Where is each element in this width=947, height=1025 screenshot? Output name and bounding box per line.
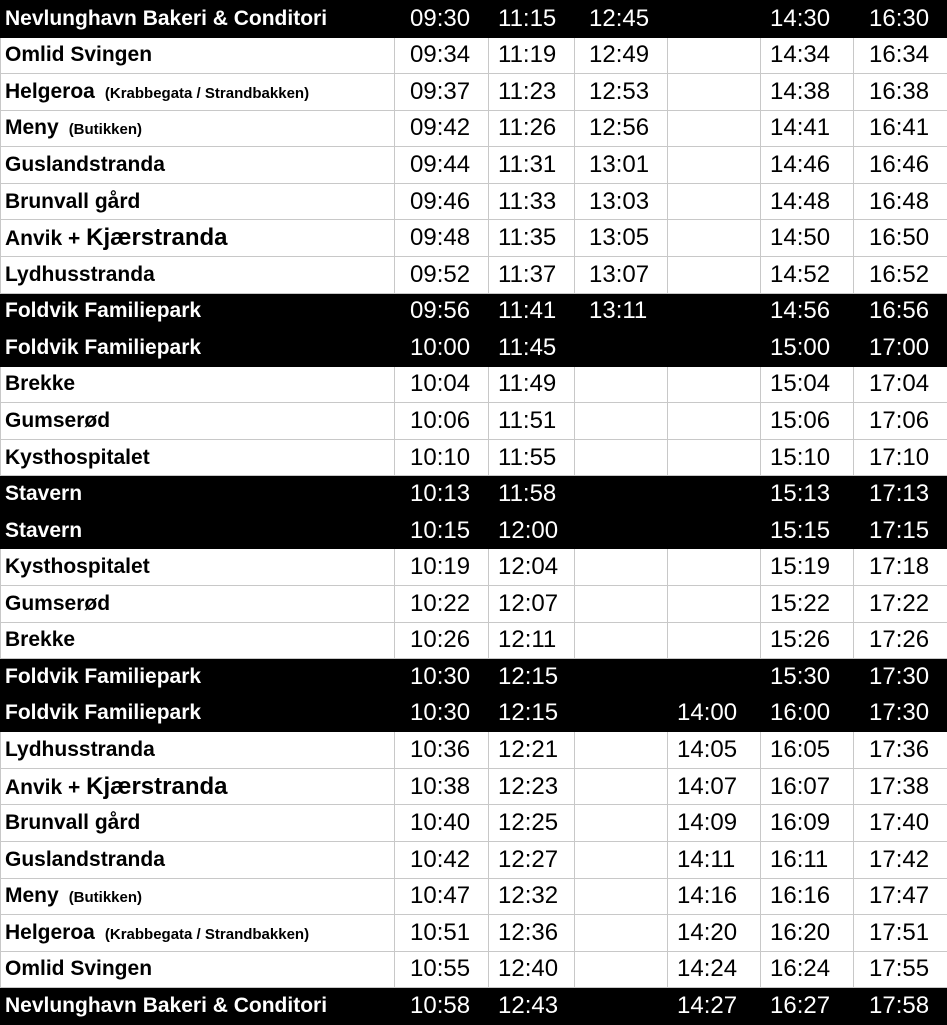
- timetable-row-highlight: [1, 1, 947, 38]
- stop-name-extra: Kjærstranda: [86, 224, 227, 251]
- departure-time-cell: 17:47: [854, 878, 947, 915]
- timetable-row: [1, 147, 947, 184]
- departure-time-cell: 10:30: [395, 659, 489, 696]
- departure-time-cell: 15:13: [761, 476, 854, 513]
- departure-time-cell: 09:30: [395, 1, 489, 38]
- departure-time-cell: [575, 586, 668, 623]
- departure-time-cell: 14:16: [668, 878, 761, 915]
- departure-time-cell: 17:04: [854, 366, 947, 403]
- timetable-row-highlight: [1, 988, 947, 1025]
- departure-time-cell: 09:52: [395, 256, 489, 293]
- departure-time-cell: 16:48: [854, 183, 947, 220]
- stop-name: Anvik +: [5, 227, 86, 250]
- departure-time-cell: 14:41: [761, 110, 854, 147]
- departure-time-cell: 10:00: [395, 330, 489, 367]
- departure-time-cell: 17:26: [854, 622, 947, 659]
- timetable-row: [1, 256, 947, 293]
- departure-time-cell: 17:38: [854, 768, 947, 805]
- departure-time-cell: 12:25: [489, 805, 575, 842]
- departure-time-cell: 13:01: [575, 147, 668, 184]
- departure-time-cell: [668, 622, 761, 659]
- departure-time-cell: 15:04: [761, 366, 854, 403]
- departure-time-cell: 11:23: [489, 74, 575, 111]
- departure-time-cell: 17:42: [854, 841, 947, 878]
- departure-time-cell: 14:34: [761, 37, 854, 74]
- stop-name-cell: [1, 695, 395, 732]
- departure-time-cell: 14:07: [668, 768, 761, 805]
- departure-time-cell: 09:56: [395, 293, 489, 330]
- stop-name: Lydhusstranda: [5, 738, 155, 761]
- departure-time-cell: 17:22: [854, 586, 947, 623]
- departure-time-cell: 13:11: [575, 293, 668, 330]
- stop-name: Omlid Svingen: [5, 957, 152, 980]
- stop-name-cell: [1, 988, 395, 1025]
- stop-name: Guslandstranda: [5, 153, 165, 176]
- departure-time-cell: [668, 476, 761, 513]
- departure-time-cell: 17:30: [854, 695, 947, 732]
- stop-name: Lydhusstranda: [5, 263, 155, 286]
- departure-time-cell: 17:58: [854, 988, 947, 1025]
- departure-time-cell: 14:38: [761, 74, 854, 111]
- departure-time-cell: 10:06: [395, 403, 489, 440]
- stop-name: Brunvall gård: [5, 811, 140, 834]
- departure-time-cell: [668, 37, 761, 74]
- departure-time-cell: 16:38: [854, 74, 947, 111]
- departure-time-cell: 14:11: [668, 841, 761, 878]
- departure-time-cell: [668, 74, 761, 111]
- departure-time-cell: 16:00: [761, 695, 854, 732]
- departure-time-cell: 15:15: [761, 512, 854, 549]
- departure-time-cell: 16:34: [854, 37, 947, 74]
- stop-name: Brekke: [5, 628, 75, 651]
- stop-name-cell: [1, 147, 395, 184]
- departure-time-cell: 11:55: [489, 439, 575, 476]
- departure-time-cell: [575, 951, 668, 988]
- departure-time-cell: 09:42: [395, 110, 489, 147]
- timetable-row: [1, 439, 947, 476]
- stop-note: (Krabbegata / Strandbakken): [105, 926, 309, 943]
- stop-name: Omlid Svingen: [5, 43, 152, 66]
- departure-time-cell: 11:19: [489, 37, 575, 74]
- stop-name-cell: [1, 512, 395, 549]
- departure-time-cell: [575, 732, 668, 769]
- departure-time-cell: 15:30: [761, 659, 854, 696]
- departure-time-cell: [575, 549, 668, 586]
- departure-time-cell: [575, 805, 668, 842]
- departure-time-cell: 10:15: [395, 512, 489, 549]
- departure-time-cell: [575, 403, 668, 440]
- departure-time-cell: 12:27: [489, 841, 575, 878]
- stop-name-cell: [1, 110, 395, 147]
- departure-time-cell: [668, 220, 761, 257]
- departure-time-cell: 14:48: [761, 183, 854, 220]
- departure-time-cell: 11:35: [489, 220, 575, 257]
- departure-time-cell: 16:20: [761, 915, 854, 952]
- stop-name: Stavern: [5, 519, 82, 542]
- departure-time-cell: [575, 476, 668, 513]
- departure-time-cell: 10:51: [395, 915, 489, 952]
- departure-time-cell: 12:49: [575, 37, 668, 74]
- departure-time-cell: 10:36: [395, 732, 489, 769]
- timetable-row: [1, 805, 947, 842]
- departure-time-cell: 13:07: [575, 256, 668, 293]
- departure-time-cell: 10:30: [395, 695, 489, 732]
- stop-name: Brekke: [5, 372, 75, 395]
- stop-name-cell: [1, 330, 395, 367]
- departure-time-cell: 17:13: [854, 476, 947, 513]
- stop-name: Foldvik Familiepark: [5, 701, 201, 724]
- departure-time-cell: [575, 330, 668, 367]
- departure-time-cell: 14:27: [668, 988, 761, 1025]
- stop-name-cell: [1, 1, 395, 38]
- departure-time-cell: 12:04: [489, 549, 575, 586]
- departure-time-cell: 14:24: [668, 951, 761, 988]
- departure-time-cell: 17:18: [854, 549, 947, 586]
- departure-time-cell: [668, 330, 761, 367]
- departure-time-cell: [668, 293, 761, 330]
- stop-name-cell: [1, 476, 395, 513]
- departure-time-cell: 12:00: [489, 512, 575, 549]
- departure-time-cell: 16:41: [854, 110, 947, 147]
- departure-time-cell: 14:46: [761, 147, 854, 184]
- departure-time-cell: 16:07: [761, 768, 854, 805]
- departure-time-cell: [575, 366, 668, 403]
- departure-time-cell: 17:55: [854, 951, 947, 988]
- departure-time-cell: 11:58: [489, 476, 575, 513]
- timetable-row: [1, 183, 947, 220]
- departure-time-cell: 10:40: [395, 805, 489, 842]
- stop-name: Helgeroa: [5, 921, 95, 944]
- departure-time-cell: 12:56: [575, 110, 668, 147]
- departure-time-cell: 10:58: [395, 988, 489, 1025]
- timetable-row-highlight: [1, 512, 947, 549]
- departure-time-cell: 10:19: [395, 549, 489, 586]
- stop-name-cell: [1, 293, 395, 330]
- stop-name-cell: [1, 366, 395, 403]
- timetable-row-highlight: [1, 293, 947, 330]
- stop-name: Helgeroa: [5, 80, 95, 103]
- departure-time-cell: 15:06: [761, 403, 854, 440]
- stop-name: Meny: [5, 116, 59, 139]
- stop-name-cell: [1, 183, 395, 220]
- departure-time-cell: 12:11: [489, 622, 575, 659]
- departure-time-cell: 14:00: [668, 695, 761, 732]
- timetable-row: [1, 951, 947, 988]
- departure-time-cell: 12:40: [489, 951, 575, 988]
- departure-time-cell: 17:40: [854, 805, 947, 842]
- departure-time-cell: 09:44: [395, 147, 489, 184]
- timetable-row-highlight: [1, 659, 947, 696]
- timetable-row: [1, 732, 947, 769]
- timetable-row: [1, 915, 947, 952]
- departure-time-cell: 15:00: [761, 330, 854, 367]
- departure-time-cell: 10:04: [395, 366, 489, 403]
- stop-name: Gumserød: [5, 592, 110, 615]
- timetable-row: [1, 622, 947, 659]
- timetable-row: [1, 366, 947, 403]
- departure-time-cell: 14:56: [761, 293, 854, 330]
- stop-name: Foldvik Familiepark: [5, 336, 201, 359]
- departure-time-cell: [575, 512, 668, 549]
- timetable-row-highlight: [1, 330, 947, 367]
- stop-name-cell: [1, 659, 395, 696]
- departure-time-cell: 12:53: [575, 74, 668, 111]
- departure-time-cell: 11:45: [489, 330, 575, 367]
- departure-time-cell: 16:16: [761, 878, 854, 915]
- departure-time-cell: 12:36: [489, 915, 575, 952]
- stop-name: Stavern: [5, 482, 82, 505]
- departure-time-cell: 16:56: [854, 293, 947, 330]
- departure-time-cell: 13:05: [575, 220, 668, 257]
- departure-time-cell: [575, 659, 668, 696]
- departure-time-cell: 12:23: [489, 768, 575, 805]
- timetable-row: [1, 768, 947, 805]
- departure-time-cell: [668, 403, 761, 440]
- stop-name: Kysthospitalet: [5, 446, 150, 469]
- departure-time-cell: 17:10: [854, 439, 947, 476]
- stop-name-cell: [1, 74, 395, 111]
- departure-time-cell: 12:43: [489, 988, 575, 1025]
- stop-name-cell: [1, 732, 395, 769]
- departure-time-cell: 11:41: [489, 293, 575, 330]
- departure-time-cell: 16:46: [854, 147, 947, 184]
- departure-time-cell: 17:30: [854, 659, 947, 696]
- departure-time-cell: 14:50: [761, 220, 854, 257]
- stop-name-extra: Kjærstranda: [86, 773, 227, 800]
- timetable-row: [1, 549, 947, 586]
- departure-time-cell: [668, 549, 761, 586]
- departure-time-cell: 09:46: [395, 183, 489, 220]
- stop-name-cell: [1, 37, 395, 74]
- stop-name: Kysthospitalet: [5, 555, 150, 578]
- departure-time-cell: [575, 768, 668, 805]
- departure-time-cell: [575, 915, 668, 952]
- stop-name: Nevlunghavn Bakeri & Conditori: [5, 994, 327, 1017]
- departure-time-cell: 14:20: [668, 915, 761, 952]
- departure-time-cell: 12:07: [489, 586, 575, 623]
- timetable-row: [1, 841, 947, 878]
- stop-name: Nevlunghavn Bakeri & Conditori: [5, 7, 327, 30]
- timetable-row: [1, 220, 947, 257]
- departure-time-cell: 16:24: [761, 951, 854, 988]
- departure-time-cell: 16:05: [761, 732, 854, 769]
- departure-time-cell: [575, 988, 668, 1025]
- stop-name: Guslandstranda: [5, 848, 165, 871]
- stop-name: Anvik +: [5, 776, 86, 799]
- departure-time-cell: 17:15: [854, 512, 947, 549]
- departure-time-cell: [668, 147, 761, 184]
- stop-name-cell: [1, 878, 395, 915]
- departure-time-cell: 11:15: [489, 1, 575, 38]
- departure-time-cell: 14:09: [668, 805, 761, 842]
- departure-time-cell: 12:32: [489, 878, 575, 915]
- departure-time-cell: 17:36: [854, 732, 947, 769]
- departure-time-cell: 09:34: [395, 37, 489, 74]
- departure-time-cell: 10:10: [395, 439, 489, 476]
- departure-time-cell: [668, 586, 761, 623]
- departure-time-cell: 14:30: [761, 1, 854, 38]
- timetable-row: [1, 74, 947, 111]
- departure-time-cell: 14:05: [668, 732, 761, 769]
- stop-name-cell: [1, 768, 395, 805]
- timetable-row: [1, 878, 947, 915]
- timetable-row: [1, 37, 947, 74]
- stop-name-cell: [1, 220, 395, 257]
- stop-name-cell: [1, 622, 395, 659]
- departure-time-cell: 15:19: [761, 549, 854, 586]
- departure-time-cell: 17:51: [854, 915, 947, 952]
- stop-name-cell: [1, 586, 395, 623]
- stop-note: (Butikken): [69, 889, 142, 906]
- departure-time-cell: [668, 659, 761, 696]
- stop-name: Gumserød: [5, 409, 110, 432]
- departure-time-cell: 12:21: [489, 732, 575, 769]
- departure-time-cell: 10:47: [395, 878, 489, 915]
- stop-name-cell: [1, 549, 395, 586]
- departure-time-cell: 11:37: [489, 256, 575, 293]
- departure-time-cell: 16:27: [761, 988, 854, 1025]
- timetable-row: [1, 586, 947, 623]
- departure-time-cell: [575, 695, 668, 732]
- departure-time-cell: 17:06: [854, 403, 947, 440]
- departure-time-cell: 12:15: [489, 695, 575, 732]
- stop-note: (Krabbegata / Strandbakken): [105, 85, 309, 102]
- departure-time-cell: [668, 439, 761, 476]
- stop-name-cell: [1, 403, 395, 440]
- departure-time-cell: [668, 256, 761, 293]
- departure-time-cell: 10:22: [395, 586, 489, 623]
- departure-time-cell: [575, 878, 668, 915]
- departure-time-cell: [575, 622, 668, 659]
- departure-time-cell: [668, 110, 761, 147]
- departure-time-cell: 16:11: [761, 841, 854, 878]
- timetable-row: [1, 110, 947, 147]
- departure-time-cell: 13:03: [575, 183, 668, 220]
- departure-time-cell: [668, 1, 761, 38]
- stop-name-cell: [1, 915, 395, 952]
- departure-time-cell: 16:52: [854, 256, 947, 293]
- stop-name-cell: [1, 951, 395, 988]
- departure-time-cell: 11:33: [489, 183, 575, 220]
- departure-time-cell: 12:15: [489, 659, 575, 696]
- timetable-row-highlight: [1, 476, 947, 513]
- departure-time-cell: 15:10: [761, 439, 854, 476]
- stop-name-cell: [1, 805, 395, 842]
- stop-name-cell: [1, 256, 395, 293]
- departure-time-cell: 09:48: [395, 220, 489, 257]
- stop-name: Foldvik Familiepark: [5, 299, 201, 322]
- departure-time-cell: 14:52: [761, 256, 854, 293]
- stop-name: Meny: [5, 884, 59, 907]
- stop-note: (Butikken): [69, 121, 142, 138]
- departure-time-cell: [668, 183, 761, 220]
- departure-time-cell: 11:31: [489, 147, 575, 184]
- departure-time-cell: [668, 512, 761, 549]
- departure-time-cell: 11:51: [489, 403, 575, 440]
- departure-time-cell: 16:50: [854, 220, 947, 257]
- stop-name-cell: [1, 841, 395, 878]
- departure-time-cell: 10:38: [395, 768, 489, 805]
- departure-time-cell: 11:26: [489, 110, 575, 147]
- departure-time-cell: [575, 841, 668, 878]
- timetable-row: [1, 403, 947, 440]
- timetable-body: [1, 1, 947, 1025]
- departure-time-cell: 09:37: [395, 74, 489, 111]
- stop-name-cell: [1, 439, 395, 476]
- departure-time-cell: 15:26: [761, 622, 854, 659]
- departure-time-cell: [575, 439, 668, 476]
- departure-time-cell: 16:30: [854, 1, 947, 38]
- departure-time-cell: 17:00: [854, 330, 947, 367]
- timetable-row-highlight: [1, 695, 947, 732]
- departure-time-cell: 10:13: [395, 476, 489, 513]
- stop-name: Brunvall gård: [5, 190, 140, 213]
- departure-time-cell: 11:49: [489, 366, 575, 403]
- departure-time-cell: 10:26: [395, 622, 489, 659]
- stop-name: Foldvik Familiepark: [5, 665, 201, 688]
- departure-time-cell: 10:55: [395, 951, 489, 988]
- departure-time-cell: 16:09: [761, 805, 854, 842]
- departure-time-cell: 10:42: [395, 841, 489, 878]
- departure-time-cell: [668, 366, 761, 403]
- departure-time-cell: 12:45: [575, 1, 668, 38]
- departure-time-cell: 15:22: [761, 586, 854, 623]
